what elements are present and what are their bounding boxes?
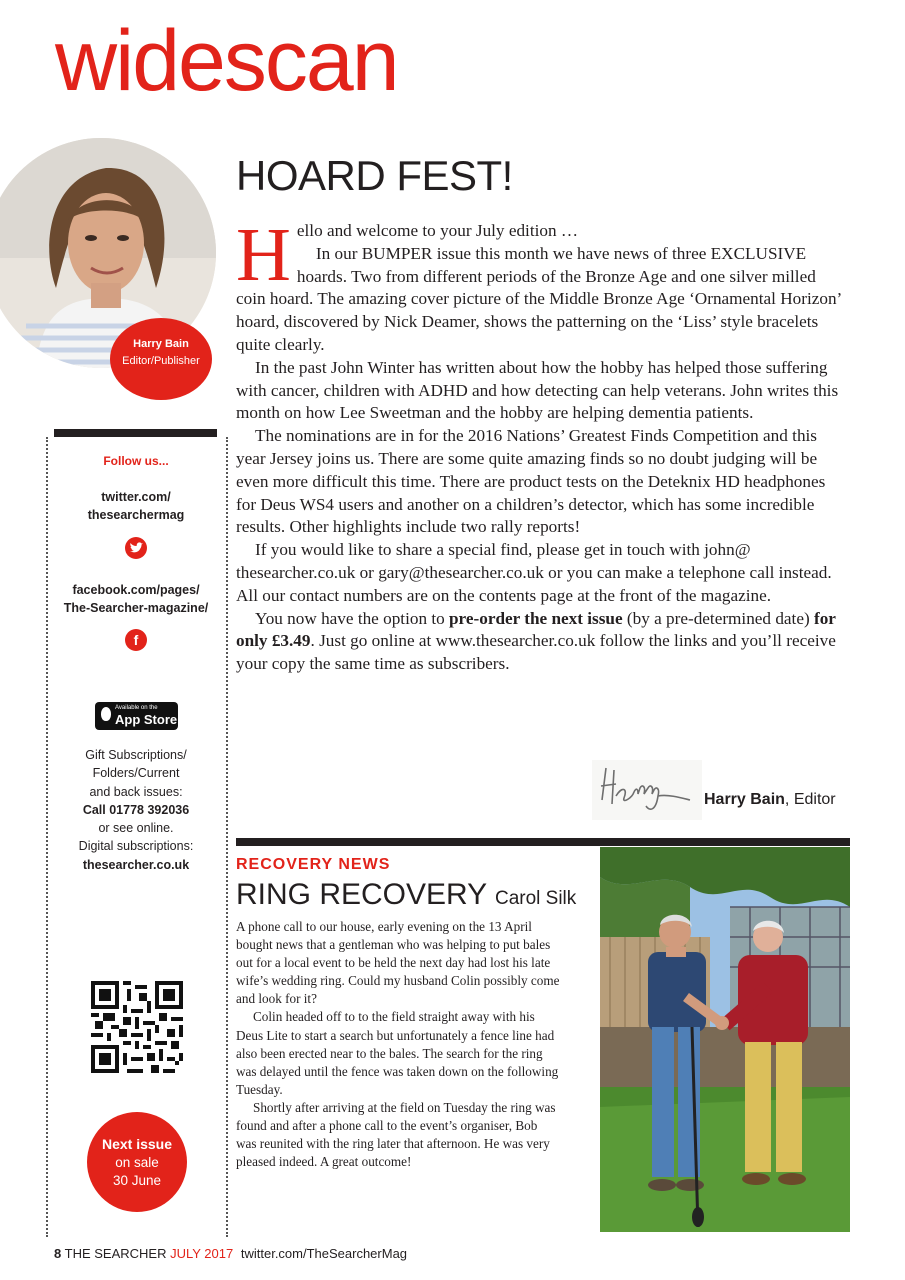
- twitter-link-line2: thesearchermag: [87, 508, 185, 522]
- recovery-title: [236, 878, 576, 912]
- text-run: . Just go online at www.thesearcher.co.uk follow the links and you’ll receive your copy the same time as subscribers.: [236, 631, 836, 674]
- article-intro: ello and welcome to your July edition …: [296, 221, 579, 240]
- section-label: RECOVERY NEWS: [236, 856, 391, 873]
- article-paragraph: [236, 608, 848, 676]
- editor-role: Editor/Publisher: [122, 355, 200, 367]
- article-headline: HOARD FEST!: [236, 152, 513, 199]
- article-paragraph: The nominations are in for the 2016 Nations’ Greatest Finds Competition and this year Jersey joins us. There are some quite amazing finds so no doubt judging will be even more difficult this time. There are product tests on the Deteknix HD headphones for Deus WS4 users and another on a children’s detector, which has some incredible results. Other highlights include two rally reports!: [236, 426, 826, 537]
- text-run: You now have the option to: [255, 608, 449, 628]
- qr-code[interactable]: [91, 981, 183, 1073]
- issue-date: JULY 2017: [170, 1246, 234, 1261]
- magazine-name: THE SEARCHER: [64, 1246, 167, 1261]
- apple-icon: [101, 707, 111, 721]
- follow-us-label: Follow us...: [103, 454, 169, 468]
- subs-phone[interactable]: Call 01778 392036: [82, 802, 190, 817]
- sidebar-left-border: [46, 437, 48, 1237]
- footer-twitter[interactable]: twitter.com/TheSearcherMag: [240, 1246, 408, 1261]
- next-issue-label: Next issue: [101, 1136, 173, 1152]
- facebook-link-line1: facebook.com/pages/: [72, 583, 200, 597]
- signoff-name: Harry Bain: [704, 791, 785, 808]
- article-paragraph: If you would like to share a special find, please get in touch with john@ thesearcher.co.uk or gary@thesearcher.co.uk or you can make a telephone call instead. All our contact numbers are on the contents page at the front of the magazine.: [236, 540, 832, 605]
- facebook-icon[interactable]: f: [125, 629, 147, 651]
- subs-line: or see online.: [98, 821, 174, 836]
- sidebar-right-border: [226, 437, 228, 1237]
- recovery-paragraph: Shortly after arriving at the field on Tuesday the ring was found and after a phone call to the event’s organiser, Bob was reunited with the ring later that afternoon. He was very pleased indeed. A great outcome!: [236, 1099, 556, 1170]
- text-run: (by a pre-determined date): [622, 608, 814, 628]
- recovery-paragraph: Colin headed off to to the field straight away with his Deus Lite to start a search but unfortunately a fence line had also been erected near to the bales. The search for the ring was delayed until the fence was taken down on the following Tuesday.: [236, 1009, 559, 1097]
- facebook-link[interactable]: [56, 581, 216, 617]
- recovery-paragraph: A phone call to our house, early evening on the 13 April bought news that a gentleman who was helping to put bales out for a local event to be held the next day had lost his late wife’s wedding ring. Could my husband Colin possibly come and look for it?: [236, 919, 560, 1007]
- signoff-role: , Editor: [784, 791, 836, 808]
- next-issue-onsale: on sale: [115, 1155, 159, 1170]
- article-body: [236, 213, 848, 676]
- editor-signature: [592, 760, 702, 820]
- recovery-author: Carol Silk: [494, 888, 577, 909]
- app-store-small-label: Available on the: [115, 705, 158, 711]
- editor-name: Harry Bain: [133, 338, 189, 350]
- next-issue-badge: [87, 1112, 187, 1212]
- subs-line: Digital subscriptions:: [78, 839, 194, 854]
- subs-line: Gift Subscriptions/: [85, 748, 187, 762]
- masthead-title: widescan: [55, 13, 398, 109]
- recovery-headline: RING RECOVERY: [236, 878, 487, 911]
- app-store-badge[interactable]: [95, 702, 178, 730]
- drop-cap: H: [236, 213, 291, 297]
- recovery-photo: [600, 847, 850, 1232]
- recovery-body: [236, 918, 561, 1171]
- page-footer: [54, 1246, 407, 1261]
- next-issue-date: 30 June: [112, 1173, 162, 1188]
- twitter-icon[interactable]: [125, 537, 147, 559]
- app-store-label: App Store: [115, 712, 178, 727]
- page-number: 8: [54, 1246, 62, 1261]
- article-paragraph: [236, 213, 848, 297]
- section-rule: [236, 838, 850, 846]
- facebook-link-line2: The-Searcher-magazine/: [63, 601, 209, 615]
- article-paragraph: In our BUMPER issue this month we have news of three EXCLUSIVE hoards. Two from different periods of the Bronze Age and one silver milled coin hoard. The amazing cover picture of the Middle Bronze Age ‘Ornamental Horizon’ hoard, discovered by Nick Deamer, shows the patterning on the ‘Liss’ style bracelets quite clearly.: [236, 243, 842, 354]
- sidebar-top-rule: [54, 429, 217, 437]
- subs-website[interactable]: thesearcher.co.uk: [82, 857, 190, 872]
- preorder-emphasis: pre-order the next issue: [449, 608, 623, 628]
- subs-line: Folders/Current: [92, 766, 180, 781]
- twitter-link-line1: twitter.com/: [101, 490, 171, 504]
- article-paragraph: In the past John Winter has written about how the hobby has helped those suffering with cancer, children with ADHD and how detecting can help veterans. John writes this month on how Lee Sweetman and the hobby are helping dementia patients.: [236, 357, 839, 423]
- editor-badge: [110, 318, 212, 400]
- editor-signoff: [704, 791, 836, 809]
- twitter-link[interactable]: [56, 488, 216, 524]
- price-emphasis: for only £3.49: [236, 608, 836, 651]
- subs-line: and back issues:: [89, 784, 183, 799]
- subscriptions-info: [56, 746, 216, 874]
